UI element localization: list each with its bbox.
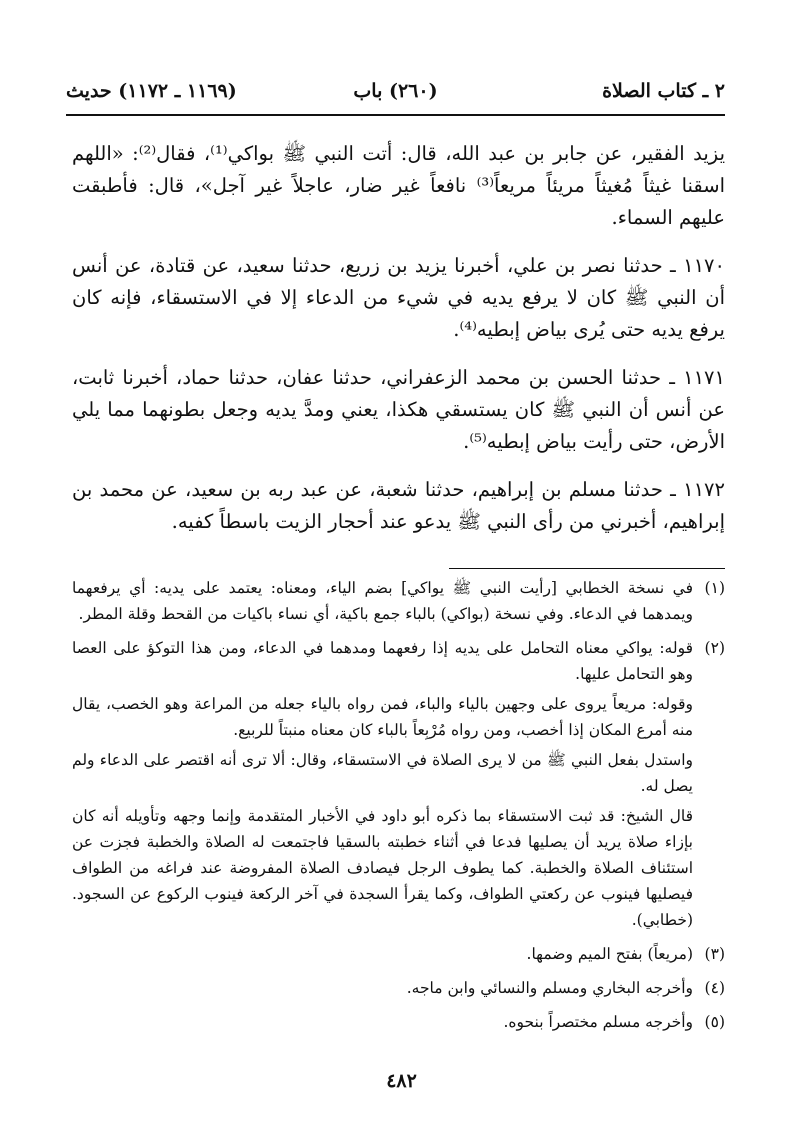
- hadith-paragraph: ١١٧٢ ـ حدثنا مسلم بن إبراهيم، حدثنا شعبة، عن عبد ربه بن سعيد، عن محمد بن إبراهيم، أخبرني من رأى النبي ﷺ يدعو عند أحجار الزيت باسطاً كفيه.: [72, 478, 725, 533]
- footnote-text: وأخرجه البخاري ومسلم والنسائي وابن ماجه.: [406, 979, 693, 997]
- header-book-title: ٢ ـ كتاب الصلاة: [602, 80, 725, 102]
- footnote-body: [72, 975, 693, 1005]
- footnote-body: [72, 635, 693, 937]
- hadith-paragraph: ١١٧٠ ـ حدثنا نصر بن علي، أخبرنا يزيد بن زريع، حدثنا سعيد، عن قتادة، عن أنس أن النبي ﷺ كان لا يرفع يديه في شيء من الدعاء إلا في الاستسقاء، فإنه كان يرفع يديه حتى يُرى بياض إبطيه⁽⁴⁾.: [72, 254, 725, 341]
- footnote-number: (٢): [704, 639, 725, 657]
- footnote: [72, 941, 725, 971]
- footnote-body: [72, 1009, 693, 1039]
- footnotes: [72, 575, 725, 1043]
- footnote-text: وقوله: مريعاً يروى على وجهين بالياء والباء، فمن رواه بالياء جعله من المراعة وهو الخصب، يقال منه أمرع المكان إذا أخصب، ومن رواه مُرْبِعاً بالباء كان معناه منبتاً للربيع.: [72, 695, 693, 739]
- footnote-body: [72, 941, 693, 971]
- main-text: [72, 138, 725, 554]
- header-chapter: (٢٦٠) باب: [353, 80, 438, 102]
- footnote-body: [72, 575, 693, 631]
- header-rule: [66, 114, 725, 116]
- footnote-number: (٣): [704, 945, 725, 963]
- footnote: [72, 575, 725, 631]
- footnote-number: (٤): [704, 979, 725, 997]
- hadith-paragraph: يزيد الفقير، عن جابر بن عبد الله، قال: أتت النبي ﷺ بواكي⁽¹⁾، فقال⁽²⁾: «اللهم اسقنا غيثاً مُغيثاً مريئاً مريعاً⁽³⁾ نافعاً غير ضار، عاجلاً غير آجل»، قال: فأطبقت عليهم السماء.: [72, 142, 726, 229]
- footnote-text: وأخرجه مسلم مختصراً بنحوه.: [503, 1013, 693, 1031]
- footnote: [72, 975, 725, 1005]
- footnote: [72, 1009, 725, 1039]
- footnote: [72, 635, 725, 937]
- footnote-text: (مريعاً) بفتح الميم وضمها.: [526, 945, 693, 963]
- footnote-separator: [449, 568, 725, 569]
- footnote-number: (٥): [704, 1013, 725, 1031]
- footnote-text: قوله: يواكي معناه التحامل على يديه إذا رفعهما ومدهما في الدعاء، ومن هذا التوكؤ على العصا وهو التحامل عليها.: [72, 639, 693, 683]
- footnote-number: (١): [704, 579, 725, 597]
- page-number: ٤٨٢: [386, 1070, 417, 1092]
- hadith-paragraph: ١١٧١ ـ حدثنا الحسن بن محمد الزعفراني، حدثنا عفان، حدثنا حماد، أخبرنا ثابت، عن أنس أن النبي ﷺ كان يستسقي هكذا، يعني ومدَّ يديه وجعل بطونهما مما يلي الأرض، حتى رأيت بياض إبطيه⁽⁵⁾.: [72, 366, 725, 453]
- footnote-text: في نسخة الخطابي [رأيت النبي ﷺ يواكي] بضم الياء، ومعناه: يعتمد على يديه: أي يرفعهما ويمدهما في الدعاء. وفي نسخة (بواكي) بالباء جمع باكية، أي نساء باكيات من القحط وقلة المطر.: [72, 579, 693, 623]
- footnote-text: قال الشيخ: قد ثبت الاستسقاء بما ذكره أبو داود في الأخبار المتقدمة وإنما وجهه وتأويله أنه كان بإزاء صلاة يريد أن يصليها فدعا في أثناء خطبته بالسقيا فاجتمعت له الصلاة والخطبة فجزت عن استئناف الصلاة والخطبة. كما يطوف الرجل فيصادف الصلاة المفروضة عند فراغه من الطواف فيصليها فينوب عن ركعتي الطواف، وكما يقرأ السجدة في آخر الركعة فينوب الركوع عن السجود. (خطابي).: [72, 807, 693, 929]
- footnote-text: واستدل بفعل النبي ﷺ من لا يرى الصلاة في الاستسقاء، وقال: ألا ترى أنه اقتصر على الدعاء ولم يصل له.: [72, 751, 693, 795]
- header-hadith-range: (١١٦٩ ـ ١١٧٢) حديث: [66, 80, 237, 102]
- running-header: [66, 80, 725, 114]
